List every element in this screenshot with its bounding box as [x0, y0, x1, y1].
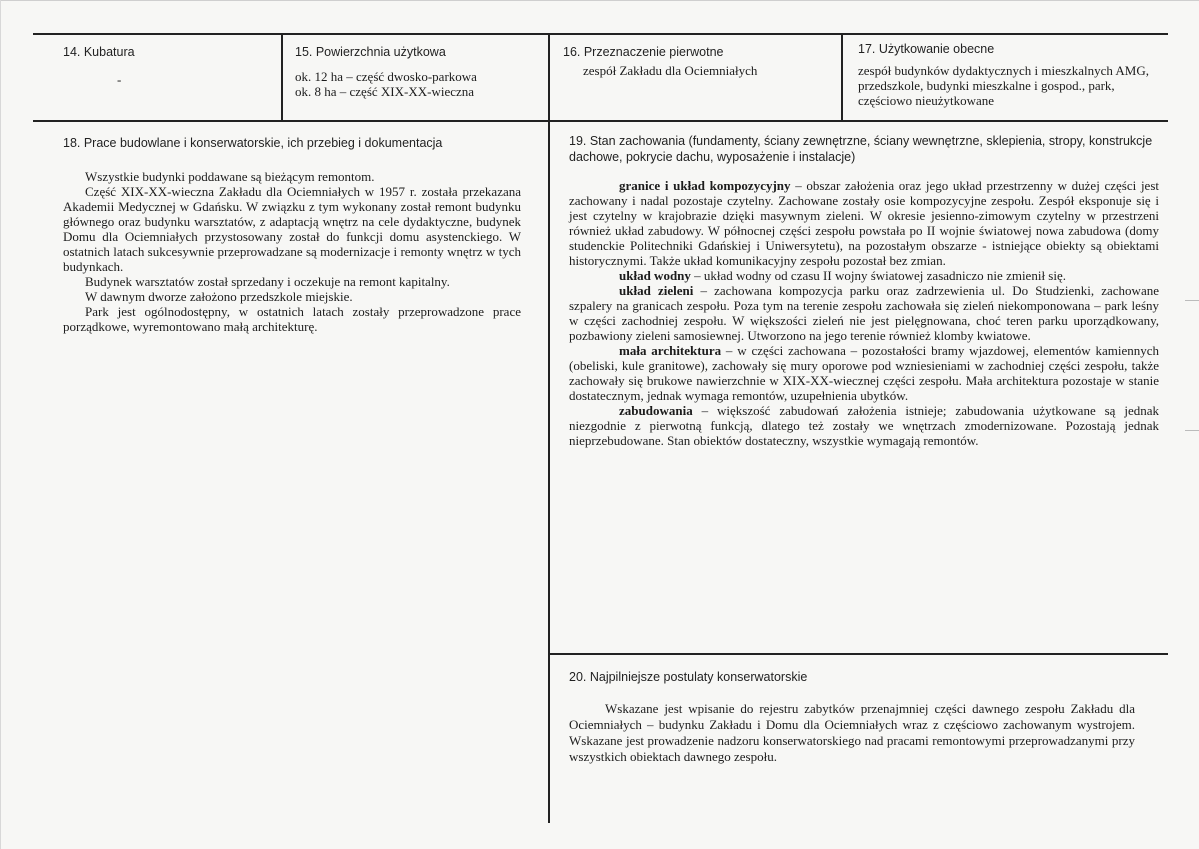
section-18: [63, 135, 521, 334]
s19-item: [569, 403, 1159, 448]
section-15-heading: 15. Powierzchnia użytkowa: [295, 45, 446, 59]
section-16-value: zespół Zakładu dla Ociemniałych: [583, 63, 758, 78]
section-19-body: [569, 178, 1159, 448]
s19-item: [569, 343, 1159, 403]
s19-item-label: układ zieleni: [619, 283, 694, 298]
section-14: [63, 44, 273, 87]
section-15-line: ok. 12 ha – część dwosko-parkowa: [295, 69, 477, 84]
scan-mark: [1185, 430, 1199, 431]
form-grid: [33, 33, 1168, 823]
s19-item: [569, 268, 1159, 283]
s19-item: [569, 178, 1159, 268]
section-16-heading: 16. Przeznaczenie pierwotne: [563, 45, 724, 59]
s18-paragraph: Budynek warsztatów został sprzedany i oczekuje na remont kapitalny.: [85, 274, 450, 289]
s18-paragraph: Wszystkie budynki poddawane są bieżącym remontom.: [85, 169, 375, 184]
s19-item-label: układ wodny: [619, 268, 691, 283]
section-18-heading: 18. Prace budowlane i konserwatorskie, ich przebieg i dokumentacja: [63, 136, 443, 150]
section-14-heading: 14. Kubatura: [63, 45, 135, 59]
section-20-heading: 20. Najpilniejsze postulaty konserwatorskie: [569, 670, 808, 684]
section-20-text: Wskazane jest wpisanie do rejestru zabytków przenajmniej części dawnego zespołu Zakładu dla Ociemniałych – budynku Zakładu i Domu dla Ociemniałych wraz z częściowo zachowanym wystrojem. Wskazane jest prowadzenie nadzoru konserwatorskiego nad pracami remontowymi przeprowadzanymi przy wszystkich obiektach dawnego zespołu.: [569, 701, 1135, 764]
section-20: [569, 669, 1135, 765]
section-18-body: [63, 169, 521, 334]
section-15: [295, 44, 540, 99]
s18-paragraph: W dawnym dworze założono przedszkole miejskie.: [85, 289, 353, 304]
section-17: [858, 41, 1158, 108]
s19-item-text: – większość zabudowań założenia istnieje; zabudowania użytkowane są jednak niezgodnie z pierwotną funkcją, dlatego też zostały we wnętrzach zmodernizowane. Pozostają jednak nieprzebudowane. Stan obiektów dostateczny, wszystkie wymagają remontów.: [569, 403, 1159, 448]
section-17-heading: 17. Użytkowanie obecne: [858, 42, 995, 56]
scan-mark: [1185, 300, 1199, 301]
section-16: [563, 44, 833, 78]
rule-top: [33, 33, 1168, 35]
page-edge-left: [0, 0, 1, 849]
s19-item: [569, 283, 1159, 343]
page-edge-top: [0, 0, 1199, 1]
rule-row1: [33, 120, 1168, 122]
section-19-heading: 19. Stan zachowania (fundamenty, ściany zewnętrzne, ściany wewnętrzne, sklepienia, stropy, konstrukcje dachowe, pokrycie dachu, wyposażenie i instalacje): [569, 134, 1153, 164]
s19-item-label: granice i układ kompozycyjny: [619, 178, 791, 193]
s19-item-text: – obszar założenia oraz jego układ przestrzenny w dużej części jest zachowany i nadal pozostaje czytelny. Zachowane zostały osie kompozycyjne zespołu. Zespół eksponuje się i jest czytelny w krajobrazie dzięki masywnym zieleni. W okresie jesienno-zimowym czytelny w przestrzeni również układ zabudowy. W północnej części zespołu powstała po II wojnie światowej nowa zabudowa (domy studenckie Politechniki Gdańskiej i Uniwersytetu), na pozostałym obszarze - istniejące obiekty są obiektami historycznymi. Także układ komunikacyjny zespołu pozostał bez zmian.: [569, 178, 1159, 268]
s19-item-text: – zachowana kompozycja parku oraz zadrzewienia ul. Do Studzienki, zachowane szpalery na granicach zespołu. Poza tym na terenie zespołu zachowała się zieleń niekomponowana – park leśny w części zachodniej zespołu. W większości zieleń nie jest pielęgnowana, choć teren parku uporządkowany, pozbawiony zieleni samosiewnej. Utworzono na jego terenie również klomby kwiatowe.: [569, 283, 1159, 343]
rule-v1: [281, 33, 283, 121]
s19-item-label: zabudowania: [619, 403, 693, 418]
section-15-line: ok. 8 ha – część XIX-XX-wieczna: [295, 84, 475, 99]
s19-item-text: – w części zachowana – pozostałości bramy wjazdowej, elementów kamiennych (obeliski, kule granitowe), zachowały się mury oporowe pod wzniesieniami w zachodniej części zespołu, także zachowały się brukowe nawierzchnie w XIX-XX-wiecznej części zespołu. Mała architektura pozostaje w stanie dostatecznym, jednak wymaga remontów, uzupełnienia ubytków.: [569, 343, 1159, 403]
section-14-value: -: [117, 72, 122, 87]
s18-paragraph: Część XIX-XX-wieczna Zakładu dla Ociemniałych w 1957 r. została przekazana Akademii Medycznej w Gdańsku. W związku z tym wykonany został remont budynku głównego oraz budynku warsztatów, z adaptacją wnętrz na cele dydaktyczne, budynek Domu dla Ociemniałych przystosowany został do funkcji domu asystenckiego. W ostatnich latach sukcesywnie przeprowadzane są modernizacje i remonty wnętrz w tych budynkach.: [63, 184, 521, 274]
rule-v3: [841, 33, 843, 121]
s19-item-text: – układ wodny od czasu II wojny światowej zasadniczo nie zmienił się.: [690, 268, 1066, 283]
s19-item-label: mała architektura: [619, 343, 722, 358]
rule-v-main: [548, 33, 550, 823]
section-19: [569, 133, 1159, 448]
rule-s20: [548, 653, 1168, 655]
s18-paragraph: Park jest ogólnodostępny, w ostatnich latach zostały przeprowadzone prace porządkowe, wyremontowano małą architekturę.: [63, 304, 521, 334]
section-17-value: zespół budynków dydaktycznych i mieszkalnych AMG, przedszkole, budynki mieszkalne i gospod., park, częściowo nieużytkowane: [858, 63, 1149, 108]
